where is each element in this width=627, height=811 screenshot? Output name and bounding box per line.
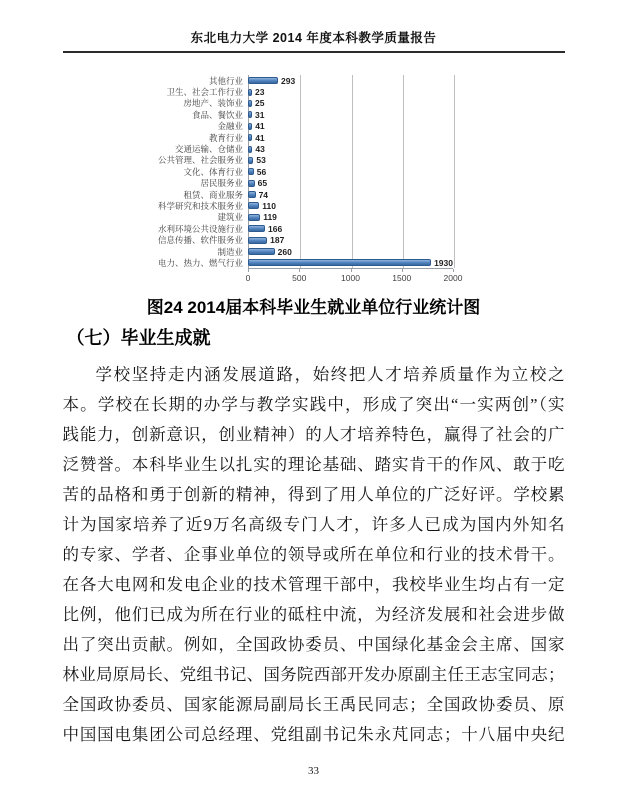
chart-row: [70, 75, 500, 86]
chart-bar-track: [248, 121, 453, 131]
section-heading: （七）毕业生成就: [66, 327, 211, 348]
chart-row: [70, 223, 500, 234]
x-axis-tick-mark: [453, 269, 454, 272]
x-axis-tick-mark: [402, 269, 403, 272]
chart-value-label: 65: [257, 178, 268, 189]
header-divider: [63, 51, 565, 53]
chart-bar-track: [248, 178, 453, 188]
chart-bar-track: [248, 87, 453, 97]
chart-bar-track: [248, 167, 453, 177]
chart-row: [70, 121, 500, 132]
chart-row: [70, 246, 500, 257]
page-header: [63, 0, 565, 53]
chart-value-label: 56: [256, 166, 267, 177]
body-text-line: 比例，他们已成为所在行业的砥柱中流，为经济发展和社会进步做: [62, 604, 565, 624]
chart-bar: [248, 77, 278, 84]
chart-bar-track: [248, 258, 453, 268]
chart-category-label: 建筑业: [217, 212, 243, 223]
chart-category-label: 文化、体育行业: [183, 166, 243, 177]
chart-value-label: 41: [255, 132, 265, 143]
chart-bar: [248, 214, 260, 221]
chart-x-axis: [70, 269, 500, 285]
chart-category-label: 电力、热力、燃气行业: [157, 257, 243, 268]
industry-bar-chart: [70, 75, 500, 285]
chart-row: [70, 109, 500, 120]
chart-bar: [248, 237, 267, 244]
body-text-line: 全国政协委员、国家能源局副局长王禹民同志；全国政协委员、原: [62, 694, 565, 714]
body-text-line: 苦的品格和勇于创新的精神，得到了用人单位的广泛好评。学校累: [62, 484, 565, 504]
chart-value-label: 53: [256, 155, 266, 166]
x-axis-tick-mark: [299, 269, 300, 272]
chart-category-label: 房地产、装饰业: [183, 98, 243, 109]
chart-bar: [248, 259, 431, 266]
body-text-line: 学校坚持走内涵发展道路，始终把人才培养质量作为立校之: [95, 364, 565, 384]
body-text-line: 泛赞誉。本科毕业生以扎实的理论基础、踏实肯干的作风、敢于吃: [62, 454, 565, 474]
chart-category-label: 公共管理、社会服务业: [157, 155, 243, 166]
chart-bar-track: [248, 76, 453, 86]
chart-row: [70, 155, 500, 166]
chart-category-label: 其他行业: [208, 75, 243, 86]
figure-caption: 图24 2014届本科毕业生就业单位行业统计图: [146, 297, 481, 317]
x-axis-tick-label: 1500: [392, 272, 412, 283]
chart-category-label: 水利环境公共设施行业: [157, 223, 243, 234]
chart-category-label: 租赁、商业服务: [183, 189, 243, 200]
chart-category-label: 食品、餐饮业: [191, 109, 243, 120]
chart-category-label: 卫生、社会工作行业: [166, 87, 243, 98]
body-paragraph: [63, 360, 565, 750]
body-text-line: 的专家、学者、企事业单位的领导或所在单位和行业的技术骨干。: [62, 544, 565, 564]
chart-value-label: 23: [255, 87, 265, 98]
chart-row: [70, 189, 500, 200]
chart-value-label: 1930: [434, 257, 453, 268]
x-axis-tick-label: 0: [245, 272, 251, 283]
chart-bar: [248, 191, 256, 198]
x-axis-tick-label: 1000: [341, 272, 360, 283]
page-number: 33: [308, 765, 319, 777]
chart-row: [70, 166, 500, 177]
chart-bar-track: [248, 144, 453, 154]
body-text-line: 林业局原局长、党组书记、国务院西部开发办原副主任王志宝同志；: [62, 664, 565, 684]
chart-row: [70, 143, 500, 154]
chart-category-label: 金融业: [217, 121, 243, 132]
chart-bar-track: [248, 212, 453, 222]
chart-value-label: 119: [263, 212, 277, 223]
chart-value-label: 43: [255, 144, 265, 155]
chart-row: [70, 257, 500, 268]
chart-category-label: 交通运输、仓储业: [174, 144, 243, 155]
chart-category-label: 教育行业: [208, 132, 243, 143]
chart-category-label: 制造业: [217, 246, 243, 257]
chart-bar: [248, 202, 259, 209]
chart-bar-track: [248, 98, 453, 108]
chart-value-label: 166: [268, 223, 283, 234]
chart-row: [70, 98, 500, 109]
chart-bar-track: [248, 235, 453, 245]
chart-value-label: 187: [270, 235, 285, 246]
chart-row: [70, 200, 500, 211]
chart-row: [70, 234, 500, 245]
header-title: 东北电力大学 2014 年度本科教学质量报告: [190, 31, 437, 45]
chart-category-label: 信息传播、软件服务业: [157, 235, 243, 246]
chart-bar-track: [248, 190, 453, 200]
x-axis-tick-label: 2000: [443, 272, 463, 283]
chart-row: [70, 178, 500, 189]
chart-value-label: 41: [255, 121, 265, 132]
chart-bar: [248, 180, 255, 187]
chart-bar: [248, 225, 265, 232]
body-text-line: 践能力，创新意识，创业精神）的人才培养特色，赢得了社会的广: [62, 424, 565, 444]
x-axis-tick-mark: [248, 269, 249, 272]
chart-row: [70, 212, 500, 223]
chart-value-label: 260: [277, 246, 292, 257]
chart-bar-track: [248, 110, 453, 120]
chart-plot-area: [70, 75, 500, 269]
body-text-line: 本。学校在长期的办学与教学实践中，形成了突出“一实两创”（实: [62, 394, 565, 414]
body-text-line: 出了突出贡献。例如，全国政协委员、中国绿化基金会主席、国家: [62, 634, 565, 654]
chart-row: [70, 86, 500, 97]
chart-value-label: 293: [281, 75, 296, 86]
body-text-line: 中国国电集团公司总经理、党组副书记朱永芃同志；十八届中央纪: [62, 724, 565, 744]
chart-value-label: 74: [258, 189, 269, 200]
chart-bar-track: [248, 224, 453, 234]
chart-bar-track: [248, 133, 453, 143]
x-axis-tick-label: 500: [292, 272, 307, 283]
chart-row: [70, 132, 500, 143]
body-text-line: 在各大电网和发电企业的技术管理干部中，我校毕业生均占有一定: [62, 574, 565, 594]
chart-category-label: 科学研究和技术服务业: [157, 201, 243, 211]
chart-value-label: 25: [255, 98, 265, 109]
chart-category-label: 居民服务业: [200, 178, 243, 189]
x-axis-tick-mark: [351, 269, 352, 272]
chart-value-label: 110: [262, 200, 276, 211]
chart-value-label: 31: [255, 109, 265, 120]
chart-bar-track: [248, 247, 453, 257]
chart-bar-track: [248, 155, 453, 165]
chart-bar: [248, 248, 275, 255]
chart-bar-track: [248, 201, 453, 211]
body-text-line: 计为国家培养了近9万名高级专门人才，许多人已成为国内外知名: [62, 514, 565, 534]
